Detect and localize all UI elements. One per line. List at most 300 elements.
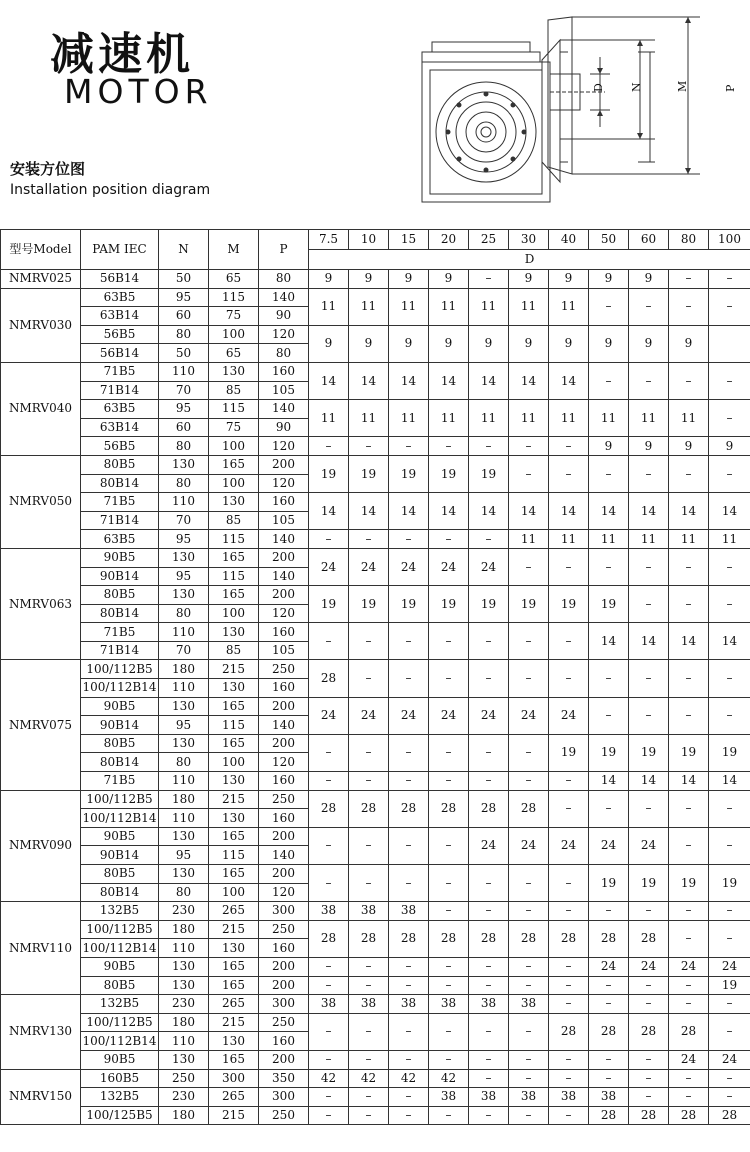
p-cell: 120 — [259, 325, 309, 344]
n-cell: 180 — [159, 1106, 209, 1125]
d-value-cell: 24 — [549, 697, 589, 734]
m-cell: 115 — [209, 846, 259, 865]
pam-iec-cell: 56B14 — [81, 344, 159, 363]
d-value-cell: – — [309, 1088, 349, 1107]
d-value-cell: – — [509, 548, 549, 585]
d-value-cell: 9 — [669, 325, 709, 362]
d-value-cell: 19 — [509, 586, 549, 623]
pam-iec-cell: 100/112B5 — [81, 1013, 159, 1032]
n-cell: 95 — [159, 288, 209, 307]
p-cell: 200 — [259, 548, 309, 567]
d-value-cell: 38 — [349, 995, 389, 1014]
d-value-cell: – — [349, 530, 389, 549]
d-value-cell: 14 — [389, 362, 429, 399]
d-value-cell: 11 — [669, 400, 709, 437]
p-cell: 80 — [259, 344, 309, 363]
d-value-cell: 38 — [469, 1088, 509, 1107]
d-value-cell: 9 — [509, 270, 549, 289]
d-value-cell: 19 — [349, 586, 389, 623]
d-value-cell — [709, 325, 750, 362]
d-value-cell: 24 — [589, 827, 629, 864]
pam-iec-cell: 100/125B5 — [81, 1106, 159, 1125]
p-cell: 200 — [259, 697, 309, 716]
d-value-cell: 28 — [669, 1106, 709, 1125]
d-value-cell: 28 — [589, 920, 629, 957]
d-value-cell: 19 — [709, 976, 750, 995]
d-value-cell: – — [629, 1069, 669, 1088]
p-cell: 160 — [259, 362, 309, 381]
d-value-cell: 9 — [469, 325, 509, 362]
d-value-cell: 9 — [349, 325, 389, 362]
d-value-cell: 28 — [629, 920, 669, 957]
d-value-cell: 11 — [469, 288, 509, 325]
d-value-cell: – — [309, 827, 349, 864]
d-value-cell: 14 — [669, 493, 709, 530]
d-value-cell: 14 — [429, 493, 469, 530]
m-cell: 165 — [209, 1050, 259, 1069]
header-ratio: 10 — [349, 230, 389, 250]
specification-table — [0, 229, 750, 1125]
d-value-cell: – — [469, 772, 509, 791]
d-value-cell: – — [509, 1013, 549, 1050]
d-value-cell: 14 — [709, 772, 750, 791]
d-value-cell: – — [429, 1050, 469, 1069]
d-value-cell: 14 — [629, 623, 669, 660]
d-value-cell: – — [669, 920, 709, 957]
d-value-cell: – — [469, 734, 509, 771]
d-value-cell: 14 — [429, 362, 469, 399]
d-value-cell: 38 — [389, 995, 429, 1014]
m-cell: 165 — [209, 865, 259, 884]
d-value-cell: 11 — [389, 400, 429, 437]
m-cell: 165 — [209, 976, 259, 995]
m-cell: 215 — [209, 920, 259, 939]
p-cell: 200 — [259, 976, 309, 995]
model-cell: NMRV040 — [1, 362, 81, 455]
m-cell: 265 — [209, 1088, 259, 1107]
d-value-cell: 28 — [509, 790, 549, 827]
d-value-cell: – — [709, 660, 750, 697]
pam-iec-cell: 71B5 — [81, 623, 159, 642]
d-value-cell: – — [709, 995, 750, 1014]
d-value-cell: – — [349, 1013, 389, 1050]
d-value-cell: – — [669, 455, 709, 492]
d-value-cell: 24 — [429, 697, 469, 734]
table-row — [1, 995, 750, 1014]
d-value-cell: 24 — [709, 957, 750, 976]
d-value-cell: – — [389, 772, 429, 791]
installation-position-diagram — [410, 12, 745, 210]
d-value-cell: 24 — [509, 697, 549, 734]
d-value-cell: – — [509, 902, 549, 921]
pam-iec-cell: 63B5 — [81, 400, 159, 419]
d-value-cell: – — [669, 827, 709, 864]
n-cell: 180 — [159, 660, 209, 679]
header-ratio: 80 — [669, 230, 709, 250]
n-cell: 130 — [159, 455, 209, 474]
d-value-cell: 24 — [469, 697, 509, 734]
m-cell: 130 — [209, 679, 259, 698]
d-value-cell: – — [669, 362, 709, 399]
d-value-cell: – — [309, 530, 349, 549]
d-value-cell: – — [549, 1069, 589, 1088]
p-cell: 140 — [259, 400, 309, 419]
d-value-cell: – — [629, 790, 669, 827]
d-value-cell: 9 — [589, 270, 629, 289]
d-value-cell: – — [469, 1050, 509, 1069]
d-value-cell: – — [509, 455, 549, 492]
p-cell: 80 — [259, 270, 309, 289]
d-value-cell: – — [669, 976, 709, 995]
table-row — [1, 920, 750, 939]
model-cell: NMRV025 — [1, 270, 81, 289]
n-cell: 110 — [159, 1032, 209, 1051]
d-value-cell: – — [589, 976, 629, 995]
d-value-cell: 11 — [469, 400, 509, 437]
pam-iec-cell: 71B5 — [81, 362, 159, 381]
d-value-cell: 14 — [509, 362, 549, 399]
n-cell: 80 — [159, 604, 209, 623]
d-value-cell: 28 — [469, 790, 509, 827]
pam-iec-cell: 90B14 — [81, 567, 159, 586]
pam-iec-cell: 56B5 — [81, 437, 159, 456]
d-value-cell: – — [429, 623, 469, 660]
d-value-cell: 14 — [389, 493, 429, 530]
p-cell: 160 — [259, 1032, 309, 1051]
diagram-label-m: M — [676, 80, 689, 92]
d-value-cell: 14 — [629, 772, 669, 791]
table-row — [1, 623, 750, 642]
pam-iec-cell: 71B14 — [81, 511, 159, 530]
diagram-label-d: D — [592, 83, 605, 92]
p-cell: 200 — [259, 586, 309, 605]
d-value-cell: – — [549, 623, 589, 660]
pam-iec-cell: 63B14 — [81, 418, 159, 437]
m-cell: 215 — [209, 660, 259, 679]
p-cell: 140 — [259, 846, 309, 865]
d-value-cell: 14 — [589, 623, 629, 660]
pam-iec-cell: 80B14 — [81, 604, 159, 623]
n-cell: 130 — [159, 734, 209, 753]
d-value-cell: 19 — [469, 586, 509, 623]
d-value-cell: 9 — [709, 437, 750, 456]
d-value-cell: – — [349, 1088, 389, 1107]
d-value-cell: 11 — [349, 400, 389, 437]
d-value-cell: – — [669, 548, 709, 585]
d-value-cell: – — [389, 437, 429, 456]
n-cell: 110 — [159, 809, 209, 828]
d-value-cell: – — [509, 865, 549, 902]
table-row — [1, 902, 750, 921]
d-value-cell: – — [709, 1088, 750, 1107]
p-cell: 90 — [259, 418, 309, 437]
d-value-cell: 9 — [629, 437, 669, 456]
d-value-cell: – — [429, 902, 469, 921]
d-value-cell: 42 — [309, 1069, 349, 1088]
d-value-cell: 14 — [589, 772, 629, 791]
pam-iec-cell: 71B14 — [81, 381, 159, 400]
m-cell: 215 — [209, 1106, 259, 1125]
n-cell: 230 — [159, 902, 209, 921]
d-value-cell: 19 — [429, 455, 469, 492]
n-cell: 110 — [159, 772, 209, 791]
d-value-cell: 28 — [429, 790, 469, 827]
header-ratio: 15 — [389, 230, 429, 250]
header-ratio: 7.5 — [309, 230, 349, 250]
d-value-cell: 19 — [629, 734, 669, 771]
d-value-cell: 28 — [429, 920, 469, 957]
m-cell: 115 — [209, 567, 259, 586]
n-cell: 80 — [159, 883, 209, 902]
d-value-cell: 24 — [389, 697, 429, 734]
d-value-cell: – — [469, 976, 509, 995]
n-cell: 130 — [159, 957, 209, 976]
d-value-cell: – — [349, 660, 389, 697]
d-value-cell: 11 — [629, 530, 669, 549]
pam-iec-cell: 80B14 — [81, 883, 159, 902]
d-value-cell: 19 — [589, 865, 629, 902]
m-cell: 75 — [209, 307, 259, 326]
header-m: M — [209, 230, 259, 270]
m-cell: 130 — [209, 623, 259, 642]
d-value-cell: 28 — [549, 920, 589, 957]
n-cell: 250 — [159, 1069, 209, 1088]
d-value-cell: – — [309, 957, 349, 976]
section-title-cn: 安装方位图 — [10, 160, 86, 178]
pam-iec-cell: 132B5 — [81, 1088, 159, 1107]
d-value-cell: – — [669, 790, 709, 827]
d-value-cell: – — [589, 790, 629, 827]
pam-iec-cell: 80B5 — [81, 976, 159, 995]
p-cell: 200 — [259, 1050, 309, 1069]
page-title-cn: 减速机 — [50, 29, 194, 80]
p-cell: 120 — [259, 604, 309, 623]
table-row — [1, 288, 750, 307]
d-value-cell: – — [629, 455, 669, 492]
d-value-cell: 28 — [669, 1013, 709, 1050]
d-value-cell: – — [389, 623, 429, 660]
d-value-cell: 24 — [629, 827, 669, 864]
d-value-cell: – — [429, 437, 469, 456]
p-cell: 300 — [259, 995, 309, 1014]
d-value-cell: – — [709, 400, 750, 437]
table-row — [1, 437, 750, 456]
d-value-cell: 28 — [589, 1013, 629, 1050]
d-value-cell: – — [669, 586, 709, 623]
d-value-cell: – — [549, 1106, 589, 1125]
page-title-en: MOTOR — [64, 72, 213, 111]
d-value-cell: 19 — [709, 865, 750, 902]
p-cell: 160 — [259, 809, 309, 828]
n-cell: 110 — [159, 679, 209, 698]
d-value-cell: 11 — [669, 530, 709, 549]
d-value-cell: – — [509, 623, 549, 660]
d-value-cell: 38 — [509, 995, 549, 1014]
d-value-cell: 14 — [549, 493, 589, 530]
d-value-cell: – — [549, 976, 589, 995]
header-model: 型号Model — [1, 230, 81, 270]
m-cell: 100 — [209, 883, 259, 902]
d-value-cell: 9 — [669, 437, 709, 456]
p-cell: 250 — [259, 660, 309, 679]
model-cell: NMRV050 — [1, 455, 81, 548]
d-value-cell: – — [309, 734, 349, 771]
n-cell: 70 — [159, 381, 209, 400]
n-cell: 230 — [159, 1088, 209, 1107]
d-value-cell: – — [589, 660, 629, 697]
d-value-cell: 9 — [549, 270, 589, 289]
m-cell: 165 — [209, 586, 259, 605]
pam-iec-cell: 100/112B5 — [81, 920, 159, 939]
p-cell: 120 — [259, 753, 309, 772]
table-row — [1, 493, 750, 512]
d-value-cell: 19 — [589, 586, 629, 623]
d-value-cell: – — [589, 362, 629, 399]
header-n: N — [159, 230, 209, 270]
d-value-cell: 19 — [709, 734, 750, 771]
d-value-cell: 11 — [549, 288, 589, 325]
table-row — [1, 530, 750, 549]
m-cell: 165 — [209, 734, 259, 753]
d-value-cell: – — [709, 548, 750, 585]
m-cell: 265 — [209, 995, 259, 1014]
d-value-cell: – — [549, 437, 589, 456]
d-value-cell: 11 — [349, 288, 389, 325]
header-ratio: 20 — [429, 230, 469, 250]
m-cell: 165 — [209, 827, 259, 846]
table-row — [1, 325, 750, 344]
d-value-cell: 38 — [429, 1088, 469, 1107]
pam-iec-cell: 71B5 — [81, 772, 159, 791]
d-value-cell: 9 — [349, 270, 389, 289]
d-value-cell: – — [709, 827, 750, 864]
n-cell: 60 — [159, 307, 209, 326]
d-value-cell: – — [309, 865, 349, 902]
d-value-cell: 38 — [509, 1088, 549, 1107]
d-value-cell: 24 — [309, 697, 349, 734]
m-cell: 130 — [209, 809, 259, 828]
pam-iec-cell: 132B5 — [81, 902, 159, 921]
pam-iec-cell: 100/112B14 — [81, 1032, 159, 1051]
model-cell: NMRV030 — [1, 288, 81, 362]
d-value-cell: 11 — [549, 530, 589, 549]
d-value-cell: – — [509, 1069, 549, 1088]
d-value-cell: 11 — [629, 400, 669, 437]
n-cell: 80 — [159, 474, 209, 493]
d-value-cell: 14 — [709, 623, 750, 660]
d-value-cell: – — [389, 1013, 429, 1050]
m-cell: 85 — [209, 511, 259, 530]
d-value-cell: – — [389, 1050, 429, 1069]
d-value-cell: – — [629, 976, 669, 995]
pam-iec-cell: 100/112B14 — [81, 939, 159, 958]
d-value-cell: 19 — [469, 455, 509, 492]
d-value-cell: – — [349, 827, 389, 864]
d-value-cell: 14 — [549, 362, 589, 399]
d-value-cell: – — [549, 902, 589, 921]
p-cell: 140 — [259, 716, 309, 735]
table-row — [1, 957, 750, 976]
d-value-cell: 28 — [389, 920, 429, 957]
n-cell: 230 — [159, 995, 209, 1014]
header-ratio: 40 — [549, 230, 589, 250]
d-value-cell: – — [549, 995, 589, 1014]
pam-iec-cell: 80B5 — [81, 455, 159, 474]
header-ratio: 25 — [469, 230, 509, 250]
m-cell: 130 — [209, 939, 259, 958]
d-value-cell: 24 — [429, 548, 469, 585]
d-value-cell: – — [709, 1069, 750, 1088]
d-value-cell: – — [389, 1106, 429, 1125]
d-value-cell: – — [349, 437, 389, 456]
p-cell: 160 — [259, 623, 309, 642]
d-value-cell: – — [349, 865, 389, 902]
table-row — [1, 1106, 750, 1125]
n-cell: 130 — [159, 827, 209, 846]
d-value-cell: 24 — [589, 957, 629, 976]
d-value-cell: 11 — [429, 288, 469, 325]
d-value-cell: 11 — [589, 400, 629, 437]
header-ratio: 50 — [589, 230, 629, 250]
d-value-cell: – — [349, 1050, 389, 1069]
model-cell: NMRV130 — [1, 995, 81, 1069]
d-value-cell: – — [429, 1013, 469, 1050]
table-row — [1, 362, 750, 381]
d-value-cell: – — [469, 1069, 509, 1088]
d-value-cell: 9 — [429, 325, 469, 362]
d-value-cell: 11 — [509, 400, 549, 437]
header-ratio: 100 — [709, 230, 750, 250]
d-value-cell: 14 — [349, 493, 389, 530]
d-value-cell: – — [669, 902, 709, 921]
d-value-cell: 19 — [589, 734, 629, 771]
d-value-cell: – — [629, 362, 669, 399]
d-value-cell: 11 — [509, 288, 549, 325]
m-cell: 85 — [209, 641, 259, 660]
d-value-cell: 11 — [389, 288, 429, 325]
d-value-cell: 19 — [389, 455, 429, 492]
d-value-cell: – — [349, 734, 389, 771]
m-cell: 165 — [209, 957, 259, 976]
d-value-cell: – — [429, 772, 469, 791]
d-value-cell: – — [669, 660, 709, 697]
p-cell: 120 — [259, 437, 309, 456]
d-value-cell: 28 — [629, 1013, 669, 1050]
model-cell: NMRV110 — [1, 902, 81, 995]
d-value-cell: 11 — [589, 530, 629, 549]
p-cell: 120 — [259, 474, 309, 493]
m-cell: 115 — [209, 716, 259, 735]
d-value-cell: – — [509, 734, 549, 771]
d-value-cell: – — [429, 660, 469, 697]
p-cell: 105 — [259, 641, 309, 660]
pam-iec-cell: 132B5 — [81, 995, 159, 1014]
d-value-cell: 24 — [629, 957, 669, 976]
d-value-cell: 38 — [309, 995, 349, 1014]
d-value-cell: – — [309, 1106, 349, 1125]
pam-iec-cell: 80B5 — [81, 734, 159, 753]
m-cell: 115 — [209, 288, 259, 307]
d-value-cell: 11 — [309, 400, 349, 437]
p-cell: 200 — [259, 827, 309, 846]
header-p: P — [259, 230, 309, 270]
pam-iec-cell: 90B14 — [81, 846, 159, 865]
d-value-cell: – — [469, 530, 509, 549]
model-cell: NMRV075 — [1, 660, 81, 790]
n-cell: 70 — [159, 641, 209, 660]
n-cell: 60 — [159, 418, 209, 437]
d-value-cell: – — [549, 1050, 589, 1069]
